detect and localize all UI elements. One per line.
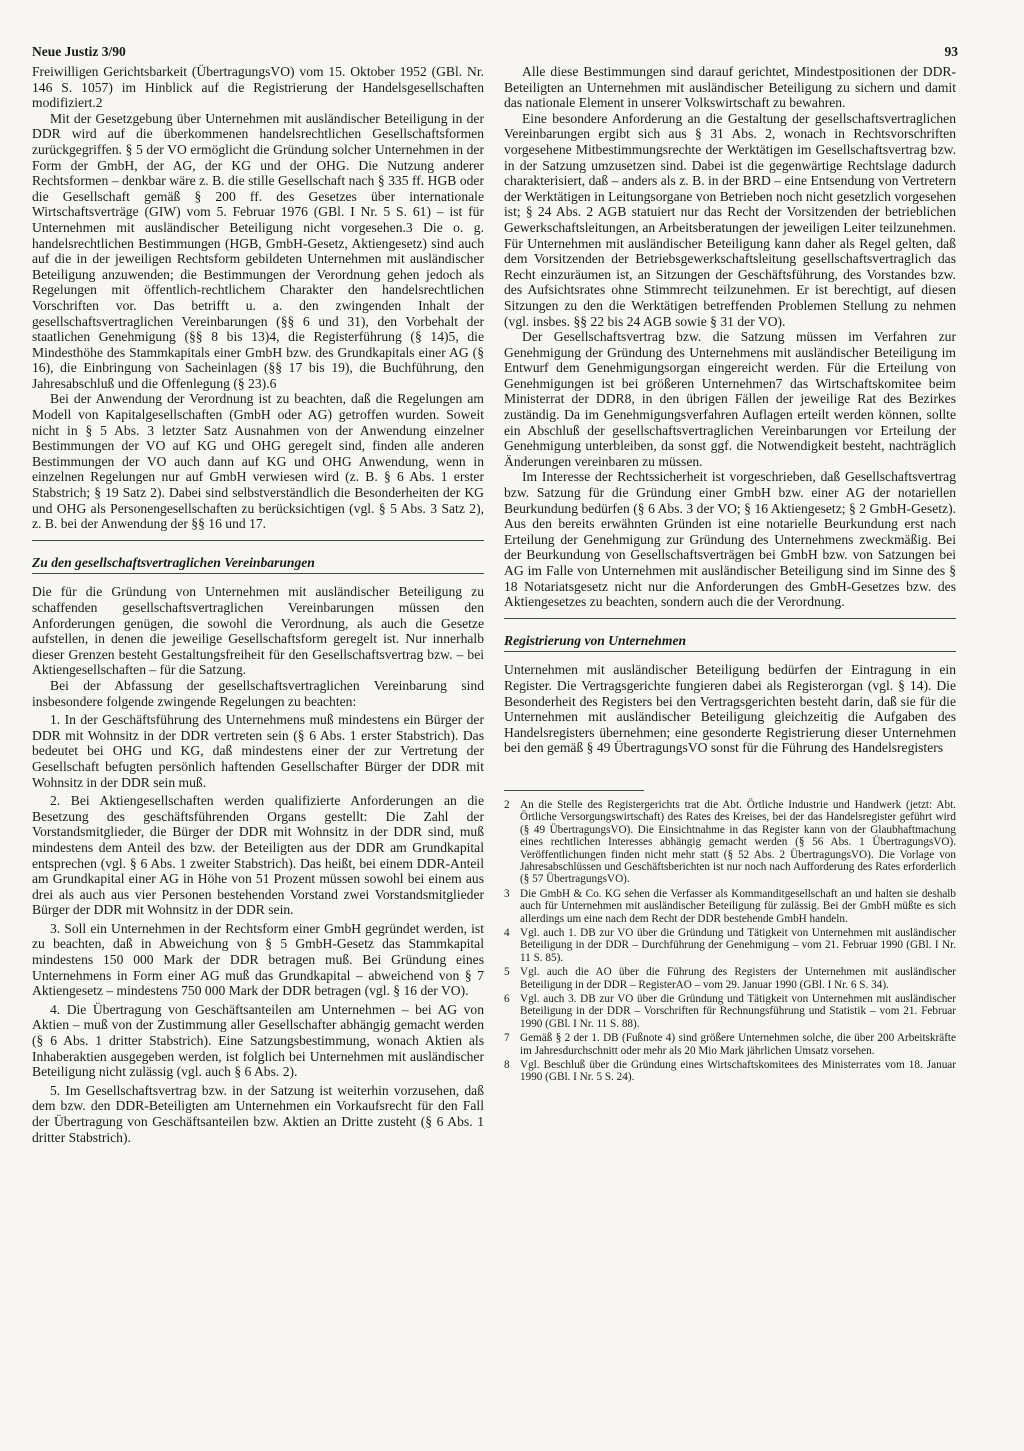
paragraph: Alle diese Bestimmungen sind darauf gerichtet, Mindestpositionen der DDR-Beteiligten an Unternehmen mit ausländischer Beteiligung zu sichern und damit das nationale Element in unserer Volkswirtschaft zu bewahren. xyxy=(504,64,956,111)
paragraph: Eine besondere Anforderung an die Gestaltung der gesellschaftsvertraglichen Vereinbarungen ergibt sich aus § 31 Abs. 2, wonach in Rechtsvorschriften vorgesehene Mitbestimmungsrechte der Werktätigen im Gesellschaftsvertrag bzw. in der Satzung umzusetzen sind. Dabei ist die gegenwärtige Rechtslage dadurch charakterisiert, daß – anders als z. B. in der BRD – eine Entsendung von Vertretern der Werktätigen in Leitungsorgane von Betrieben noch nicht gesetzlich vorgesehen ist; § 24 Abs. 2 AGB statuiert nur das Recht der Vorsitzenden der betrieblichen Gewerkschaftsleitungen, an Arbeitsberatungen der jeweiligen Leiter teilzunehmen. Für Unternehmen mit ausländischer Beteiligung kann daher als Regel gelten, daß dem Vorsitzenden der Betriebsgewerkschaftsleitung gesellschaftsvertraglich das Recht einzuräumen ist, an Sitzungen der Geschäftsführung, des Vorstandes bzw. des Aufsichtsrates ohne Stimmrecht teilzunehmen. Er ist berechtigt, auf diesen Sitzungen zu den die Werktätigen betreffenden Problemen Stellung zu nehmen (vgl. insbes. §§ 22 bis 24 AGB sowie § 31 der VO). xyxy=(504,110,956,329)
section-divider xyxy=(504,618,956,619)
footnote-number: 5 xyxy=(504,966,510,979)
footnote-text: Gemäß § 2 der 1. DB (Fußnote 4) sind größere Unternehmen solche, die über 200 Arbeitskräfte im Jahresdurchschnitt oder mehr als 20 Mio Mark jährlichen Umsatz vorsehen. xyxy=(520,1032,956,1057)
footnote xyxy=(504,993,956,1030)
page-number: 93 xyxy=(944,44,958,59)
paragraph: Bei der Abfassung der gesellschaftsvertraglichen Vereinbarung sind insbesondere folgende zwingende Regelungen zu beachten: xyxy=(32,677,484,709)
paragraph: Freiwilligen Gerichtsbarkeit (ÜbertragungsVO) vom 15. Oktober 1952 (GBl. Nr. 146 S. 1057) im Hinblick auf die Registrierung der Handelsgesellschaften modifiziert.2 xyxy=(32,64,484,111)
footnote-text: An die Stelle des Registergerichts trat die Abt. Örtliche Industrie und Handwerk (jetzt: Abt. Örtliche Versorgungswirtschaft) des Rates des Kreises, bei der das Handelsregister geführt wird (§ 49 ÜbertragungsVO). Die Einsichtnahme in das Register kann von der Glaubhaftmachung eines rechtlichen Interesses abhängig gemacht werden (§ 56 Abs. 1 ÜbertragungsVO). Veröffentlichungen finden nicht mehr statt (§ 52 Abs. 2 ÜbertragungsVO). Die Vorlage von Jahresabschlüssen und Geschäftsberichten ist nur noch nach Aufforderung des Rates erforderlich (§ 57 ÜbertragungsVO). xyxy=(520,798,956,886)
footnote-number: 6 xyxy=(504,993,510,1006)
footnote-number: 7 xyxy=(504,1032,510,1045)
paragraph: Unternehmen mit ausländischer Beteiligung bedürfen der Eintragung in ein Register. Die Vertragsgerichte fungieren dabei als Registerorgan (vgl. § 14). Die Besonderheit des Registers bei den Vertragsgerichten besteht darin, daß sie für die Unternehmen mit ausländischer Beteiligung gleichzeitig die Aufgaben des Handelsregisters übernehmen; eine gesonderte Registrierung dieser Unternehmen bei den gemäß § 49 ÜbertragungsVO sonst für die Führung des Handelsregisters xyxy=(504,662,956,756)
page-header xyxy=(32,44,958,66)
footnote-number: 8 xyxy=(504,1059,510,1072)
footnote xyxy=(504,888,956,925)
footnote xyxy=(504,1059,956,1084)
journal-title: Neue Justiz 3/90 xyxy=(32,44,126,59)
list-item: 3. Soll ein Unternehmen in der Rechtsform einer GmbH gegründet werden, ist zu beachten, daß in Abweichung von § 5 GmbH-Gesetz das Stammkapital mindestens 150 000 Mark der DDR betragen muß. Bei Gründung eines Unternehmens in Form einer AG muß das Grundkapital – abweichend von § 7 Aktiengesetz – mindestens 750 000 Mark der DDR betragen (vgl. § 16 der VO). xyxy=(32,920,484,999)
paragraph: Die für die Gründung von Unternehmen mit ausländischer Beteiligung zu schaffenden gesellschaftsvertraglichen Vereinbarungen müssen den Anforderungen genügen, die sowohl die Verordnung, als auch die Gesetze aufstellen, in denen die jeweilige Gesellschaftsform geregelt ist. Nur innerhalb dieser Grenzen besteht Gestaltungsfreiheit für den Gesellschaftsvertrag bzw. – bei Aktiengesellschaften – für die Satzung. xyxy=(32,584,484,678)
paragraph: Bei der Anwendung der Verordnung ist zu beachten, daß die Regelungen am Modell von Kapitalgesellschaften (GmbH oder AG) getroffen wurden. Soweit nicht in § 5 Abs. 3 letzter Satz Ausnahmen von der Anwendung einzelner Bestimmungen der VO auf KG und OHG geregelt sind, finden alle anderen Bestimmungen der VO auch dann auf KG und OHG Anwendung, wenn in einzelnen Regelungen nur auf GmbH verwiesen wird (z. B. § 6 Abs. 1 erster Stabstrich; § 19 Satz 2). Dabei sind selbstverständlich die Besonderheiten der KG und OHG als Personengesellschaften zu berücksichtigen (vgl. § 5 Abs. 3 Satz 2), z. B. bei der Anwendung der §§ 16 und 17. xyxy=(32,391,484,532)
section-divider xyxy=(32,540,484,541)
list-item: 2. Bei Aktiengesellschaften werden qualifizierte Anforderungen an die Besetzung des geschäftsführenden Organs gestellt: Die Zahl der Vorstandsmitglieder, die Bürger der DDR mit Wohnsitz in der DDR sind, muß mindestens dem Anteil des bzw. der Beteiligten aus der DDR am Grundkapital entsprechen (vgl. § 6 Abs. 1 zweiter Stabstrich). Das heißt, bei einem DDR-Anteil am Grundkapital einer AG in Höhe von 51 Prozent müssen sowohl bei einem aus drei als auch aus vier Personen bestehenden Vorstand zwei Vorstandsmitglieder Bürger der DDR mit Wohnsitz in der DDR sein. xyxy=(32,793,484,918)
footnote-text: Vgl. auch 3. DB zur VO über die Gründung und Tätigkeit von Unternehmen mit ausländischer Beteiligung in der DDR – Vorschriften für Rechnungsführung und Statistik – vom 21. Februar 1990 (GBl. I Nr. 11 S. 88). xyxy=(520,993,956,1030)
footnote-number: 3 xyxy=(504,887,510,900)
footnote xyxy=(504,799,956,886)
list-item: 5. Im Gesellschaftsvertrag bzw. in der Satzung ist weiterhin vorzusehen, daß dem bzw. den DDR-Beteiligten am Unternehmen ein Vorkaufsrecht für den Fall der Übertragung von Geschäftsanteilen bzw. Aktien an Dritte zusteht (§ 6 Abs. 1 dritter Stabstrich). xyxy=(32,1082,484,1145)
list-item: 1. In der Geschäftsführung des Unternehmens muß mindestens ein Bürger der DDR mit Wohnsitz in der DDR vertreten sein (§ 6 Abs. 1 erster Stabstrich). Das bedeutet bei OHG und KG, daß mindestens einer der zur Vertretung der Gesellschaft befugten persönlich haftenden Gesellschafter Bürger der DDR mit Wohnsitz in der DDR sein muß. xyxy=(32,712,484,790)
paragraph: Im Interesse der Rechtssicherheit ist vorgeschrieben, daß Gesellschaftsvertrag bzw. Satzung für die Gründung einer GmbH bzw. einer AG der notariellen Beurkundung bedürfen (§ 6 Abs. 3 der VO; § 16 Aktiengesetz; § 2 GmbH-Gesetz). Aus den bereits erwähnten Gründen ist eine notarielle Beurkundung erst nach Erteilung der Genehmigung zur Gründung des Unternehmens zweckmäßig. Bei der Beurkundung von Gesellschaftsverträgen bei GmbH bzw. von Satzungen bei AG im Falle von Unternehmen mit ausländischer Beteiligung sind im Sinne des § 18 Notariatsgesetz nicht nur die Anforderungen des GmbH-Gesetzes bzw. des Aktiengesetzes zu beachten, sondern auch die der Verordnung. xyxy=(504,469,956,610)
footnote xyxy=(504,966,956,991)
footnotes xyxy=(504,799,956,1084)
footnote-divider xyxy=(504,790,644,791)
footnote-text: Vgl. auch 1. DB zur VO über die Gründung und Tätigkeit von Unternehmen mit ausländischer Beteiligung in der DDR – Durchführung der Genehmigung – vom 21. Februar 1990 (GBl. I Nr. 11 S. 85). xyxy=(520,927,956,964)
section-heading: Zu den gesellschaftsvertraglichen Vereinbarungen xyxy=(32,553,484,575)
section-heading: Registrierung von Unternehmen xyxy=(504,631,956,653)
paragraph: Mit der Gesetzgebung über Unternehmen mit ausländischer Beteiligung in der DDR wird auf die überkommenen handelsrechtlichen Gesellschaftsformen zurückgegriffen. § 5 der VO ermöglicht die Gründung solcher Unternehmen in der Form der GmbH, der AG, der KG und der OHG. Die Nutzung anderer Rechtsformen – denkbar wäre z. B. die stille Gesellschaft nach § 335 ff. HGB oder die Gesellschaft gemäß § 200 ff. des Gesetzes über internationale Wirtschaftsverträge (GIW) vom 5. Februar 1976 (GBl. I Nr. 5 S. 61) – ist für Unternehmen mit ausländischer Beteiligung nicht vorgesehen.3 Die o. g. handelsrechtlichen Bestimmungen (HGB, GmbH-Gesetz, Aktiengesetz) sind auch auf die in der jeweiligen Rechtsform gebildeten Unternehmen mit ausländischer Beteiligung anzuwenden; die Bestimmungen der Verordnung gehen jedoch als Regelungen mit öffentlich-rechtlichem Charakter den handelsrechtlichen Vorschriften vor. Das betrifft u. a. den zwingenden Inhalt der gesellschaftsvertraglichen Vereinbarungen (§§ 6 und 31), den Vorbehalt der staatlichen Genehmigung (§§ 8 bis 13)4, die Registerführung (§ 14)5, die Mindesthöhe des Stammkapitals einer GmbH bzw. des Grundkapitals einer AG (§ 16), die Einbringung von Sacheinlagen (§§ 17 bis 19), die Buchführung, den Jahresabschluß und die Offenlegung (§ 23).6 xyxy=(32,110,484,391)
left-column xyxy=(32,64,484,1145)
footnote-text: Vgl. Beschluß über die Gründung eines Wirtschaftskomitees des Ministerrates vom 18. Januar 1990 (GBl. I Nr. 5 S. 24). xyxy=(520,1059,956,1084)
right-column xyxy=(504,64,956,1086)
footnote-text: Die GmbH & Co. KG sehen die Verfasser als Kommanditgesellschaft an und halten sie deshalb auch für Unternehmen mit ausländischer Beteiligung für zulässig. Bei der GmbH müßte es sich allerdings um eine nach dem Recht der DDR bestehende GmbH handeln. xyxy=(520,887,956,925)
list-item: 4. Die Übertragung von Geschäftsanteilen am Unternehmen – bei AG von Aktien – muß von der Zustimmung aller Gesellschafter abhängig gemacht werden (§ 6 Abs. 1 dritter Stabstrich). Eine Satzungsbestimmung, wonach Aktien als Inhaberaktien ausgegeben werden, ist folglich bei Unternehmen mit ausländischer Beteiligung nicht zulässig (vgl. auch § 6 Abs. 2). xyxy=(32,1001,484,1080)
footnote-number: 2 xyxy=(504,798,510,811)
footnote-number: 4 xyxy=(504,927,510,939)
paragraph: Der Gesellschaftsvertrag bzw. die Satzung müssen im Verfahren zur Genehmigung der Gründung des Unternehmens mit ausländischer Beteiligung im Entwurf dem Genehmigungsorgan eingereicht werden. Für die Erteilung von Genehmigungen ist bei größeren Unternehmen7 das Wirtschaftskomitee beim Ministerrat der DDR8, in den übrigen Fällen der jeweilige Rat des Bezirkes zuständig. Da im Genehmigungsverfahren Auflagen erteilt werden können, sollte ein Abschluß der gesellschaftsvertraglichen Vereinbarungen vor Erteilung der Genehmigung unterbleiben, da sonst ggf. die Notwendigkeit besteht, nachträglich Änderungen vereinbaren zu müssen. xyxy=(504,329,956,469)
footnote xyxy=(504,1032,956,1057)
footnote-text: Vgl. auch die AO über die Führung des Registers der Unternehmen mit ausländischer Beteiligung in der DDR – RegisterAO – vom 29. Januar 1990 (GBl. I Nr. 6 S. 34). xyxy=(520,966,956,991)
footnote xyxy=(504,927,956,964)
